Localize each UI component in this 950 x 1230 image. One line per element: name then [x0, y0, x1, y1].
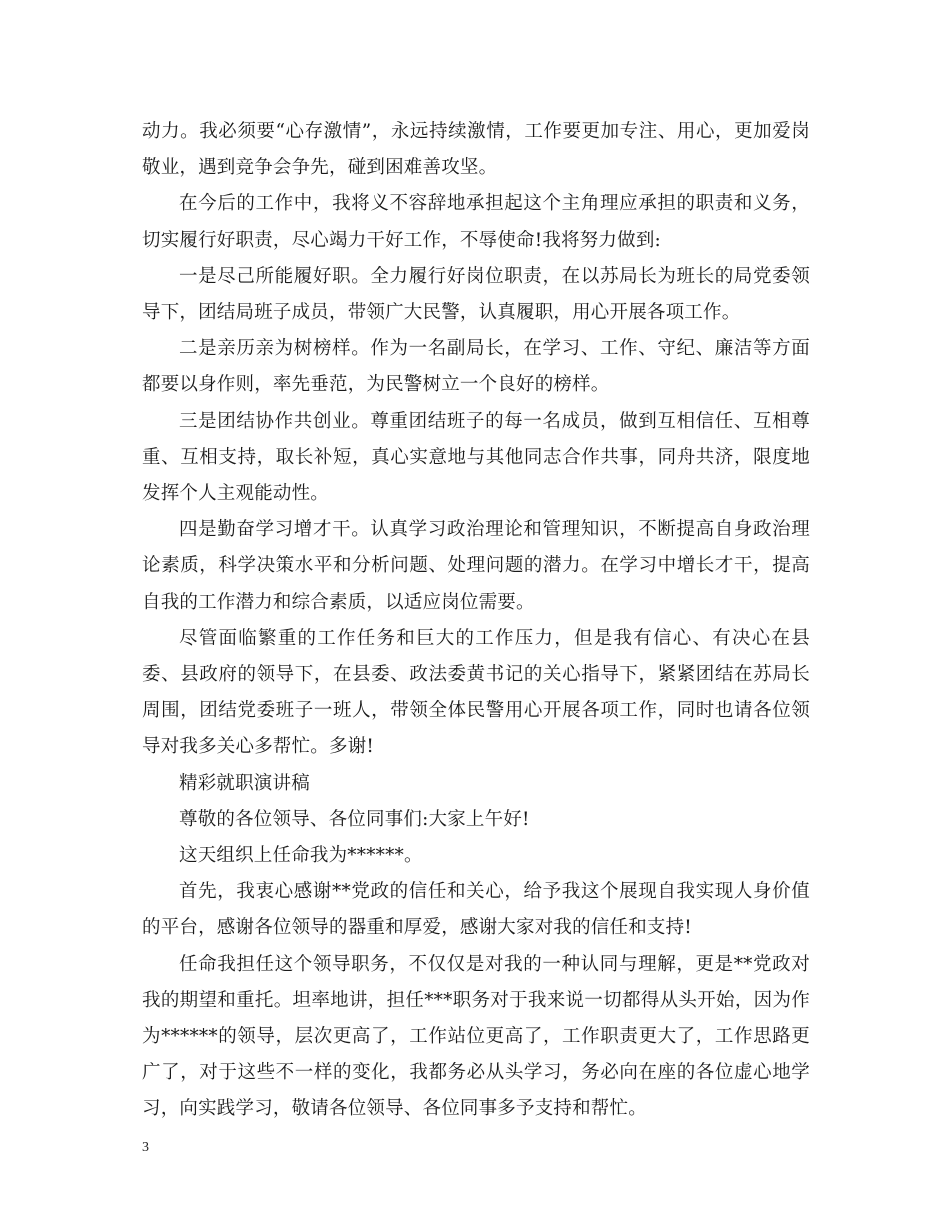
paragraph-7: 尽管面临繁重的工作任务和巨大的工作压力，但是我有信心、有决心在县委、县政府的领导下，在县委、政法委黄书记的关心指导下，紧紧团结在苏局长周围，团结党委班子一班人，带领全体民警用心开展各项工作，同时也请各位领导对我多关心多帮忙。多谢!: [142, 627, 810, 758]
page-number: 3: [142, 1140, 149, 1155]
paragraph-6: 四是勤奋学习增才干。认真学习政治理论和管理知识，不断提高自身政治理论素质，科学决策水平和分析问题、处理问题的潜力。在学习中增长才干，提高自我的工作潜力和综合素质，以适应岗位需要。: [142, 519, 810, 613]
section-title: 精彩就职演讲稿: [179, 772, 310, 794]
paragraph-2: 在今后的工作中，我将义不容辞地承担起这个主角理应承担的职责和义务，切实履行好职责，尽心竭力干好工作，不辱使命!我将努力做到:: [142, 193, 810, 251]
paragraph-4: 二是亲历亲为树榜样。作为一名副局长，在学习、工作、守纪、廉洁等方面都要以身作则，率先垂范，为民警树立一个良好的榜样。: [142, 338, 810, 396]
paragraph-5: 三是团结协作共创业。尊重团结班子的每一名成员，做到互相信任、互相尊重、互相支持，取长补短，真心实意地与其他同志合作共事，同舟共济，限度地发挥个人主观能动性。: [142, 410, 810, 505]
paragraph-11: 首先，我衷心感谢**党政的信任和关心，给予我这个展现自我实现人身价值的平台，感谢各位领导的器重和厚爱，感谢大家对我的信任和支持!: [142, 881, 810, 939]
body-text: [142, 114, 810, 1128]
paragraph-10: 这天组织上任命我为******。: [179, 845, 423, 867]
paragraph-3: 一是尽己所能履好职。全力履行好岗位职责，在以苏局长为班长的局党委领导下，团结局班子成员，带领广大民警，认真履职，用心开展各项工作。: [142, 265, 810, 324]
paragraph-1: 动力。我必须要“心存激情”，永远持续激情，工作要更加专注、用心，更加爱岗敬业，遇到竞争会争先，碰到困难善攻坚。: [142, 121, 810, 179]
paragraph-12: 任命我担任这个领导职务，不仅仅是对我的一种认同与理解，更是**党政对我的期望和重托。坦率地讲，担任***职务对于我来说一切都得从头开始，因为作为******的领导，层次更高了，工作站位更高了，工作职责更大了，工作思路更广了，对于这些不一样的变化，我都务必从头学习，务必向在座的各位虚心地学习，向实践学习，敬请各位领导、各位同事多予支持和帮忙。: [142, 953, 810, 1120]
salutation: 尊敬的各位领导、各位同事们:大家上午好!: [179, 808, 530, 830]
